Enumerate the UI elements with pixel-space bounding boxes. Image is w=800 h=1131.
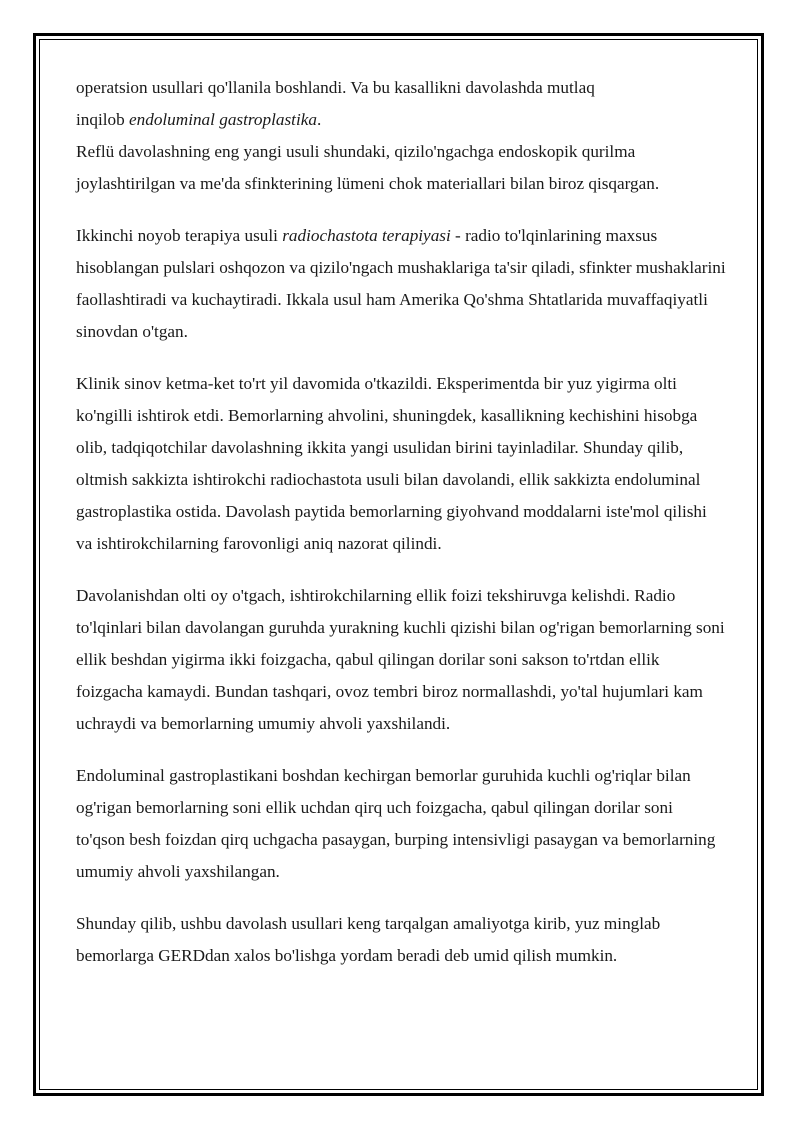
paragraph-1 — [76, 72, 726, 136]
paragraph-3-emphasis: radiochastota terapiyasi — [282, 226, 451, 245]
paragraph-2: Reflü davolashning eng yangi usuli shundaki, qizilo'ngachga endoskopik qurilma joylashtirilgan va me'da sfinkterining lümeni chok materiallari bilan biroz qisqargan. — [76, 142, 660, 193]
paragraph-1-emphasis: endoluminal gastroplastika — [129, 110, 317, 129]
paragraph-4: Klinik sinov ketma-ket to'rt yil davomida o'tkazildi. Eksperimentda bir yuz yigirma olti ko'ngilli ishtirok etdi. Bemorlarning ahvolini, shuningdek, kasallikning kechishini hisobga olib, tadqiqotchilar davolashning ikkita yangi usulidan birini tayinladilar. Shunday qilib, oltmish sakkizta ishtirokchi radiochastota usuli bilan davolandi, ellik sakkizta endoluminal gastroplastika ostida. Davolash paytida bemorlarning giyohvand moddalarni iste'mol qilishi va ishtirokchilarning farovonligi aniq nazorat qilindi. — [76, 374, 707, 553]
paragraph-1-line-1: operatsion usullari qo'llanila boshlandi. Va bu kasallikni davolashda mutlaq — [76, 78, 595, 97]
paragraph-3-end: - radio to'lqinlarining maxsus hisoblangan pulslari oshqozon va qizilo'ngach mushaklariga ta'sir qiladi, sfinkter mushaklarini faollashtiradi va kuchaytiradi. Ikkala usul ham Amerika Qo'shma Shtatlarida muvaffaqiyatli sinovdan o'tgan. — [76, 226, 726, 341]
paragraph-1-line-2-end: . — [316, 110, 322, 129]
paragraph-3 — [76, 220, 726, 348]
paragraph-6: Endoluminal gastroplastikani boshdan kechirgan bemorlar guruhida kuchli og'riqlar bilan og'rigan bemorlarning soni ellik uchdan qirq uch foizgacha, qabul qilingan dorilar soni to'qson besh foizdan qirq uchgacha pasaygan, burping intensivligi pasaygan va bemorlarning umumiy ahvoli yaxshilangan. — [76, 766, 716, 881]
paragraph-1-line-2-start: inqilob — [76, 110, 129, 129]
paragraph-7: Shunday qilib, ushbu davolash usullari keng tarqalgan amaliyotga kirib, yuz minglab bemorlarga GERDdan xalos bo'lishga yordam beradi deb umid qilish mumkin. — [76, 914, 661, 965]
paragraph-5: Davolanishdan olti oy o'tgach, ishtirokchilarning ellik foizi tekshiruvga kelishdi. Radio to'lqinlari bilan davolangan guruhda yurakning kuchli qizishi bilan og'rigan bemorlarning soni ellik beshdan yigirma ikki foizgacha, qabul qilingan dorilar soni sakson to'rtdan ellik foizgacha kamaydi. Bundan tashqari, ovoz tembri biroz normallashdi, yo'tal hujumlari kam uchraydi va bemorlarning umumiy ahvoli yaxshilandi. — [76, 586, 725, 733]
paragraph-3-start: Ikkinchi noyob terapiya usuli — [76, 226, 283, 245]
document-body — [76, 72, 726, 992]
